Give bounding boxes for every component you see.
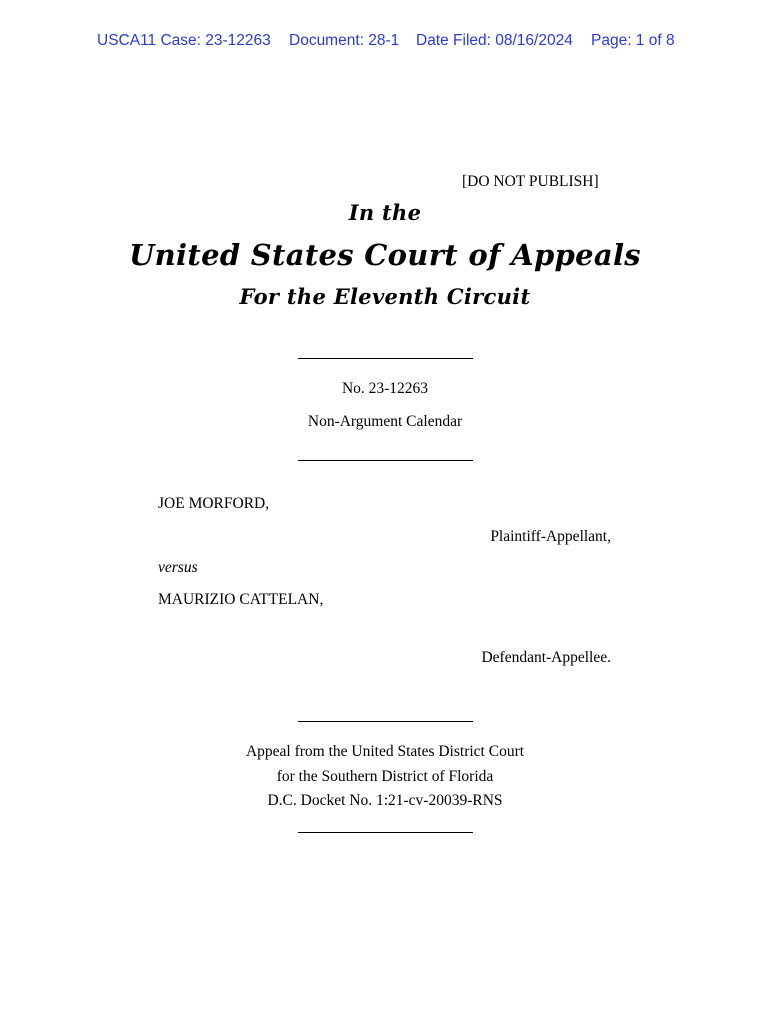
docket-number: D.C. Docket No. 1:21-cv-20039-RNS [267,792,503,809]
defendant-role: Defendant-Appellee. [481,649,611,666]
stamp-date-filed: Date Filed: 08/16/2024 [416,32,573,49]
stamp-document-number: Document: 28-1 [289,32,400,49]
case-number: No. 23-12263 [341,380,429,397]
divider-rule [298,358,473,359]
plaintiff-role: Plaintiff-Appellant, [490,528,611,545]
court-title-circuit: For the Eleventh Circuit [239,284,531,309]
divider-rule [298,460,473,461]
court-title-name: United States Court of Appeals [129,238,641,272]
divider-rule [298,721,473,722]
publication-status: [DO NOT PUBLISH] [462,173,599,190]
calendar-type: Non-Argument Calendar [307,413,463,430]
court-title-in-the: In the [348,200,422,225]
divider-rule [298,832,473,833]
stamp-page-number: Page: 1 of 8 [591,32,675,49]
stamp-case-number: USCA11 Case: 23-12263 [97,32,271,49]
versus-label: versus [158,559,198,576]
plaintiff-name: JOE MORFORD, [158,495,270,512]
appeal-origin-line: Appeal from the United States District Court [245,743,525,760]
defendant-name: MAURIZIO CATTELAN, [158,591,324,608]
appeal-district-line: for the Southern District of Florida [276,768,494,785]
header-stamp [0,32,770,54]
